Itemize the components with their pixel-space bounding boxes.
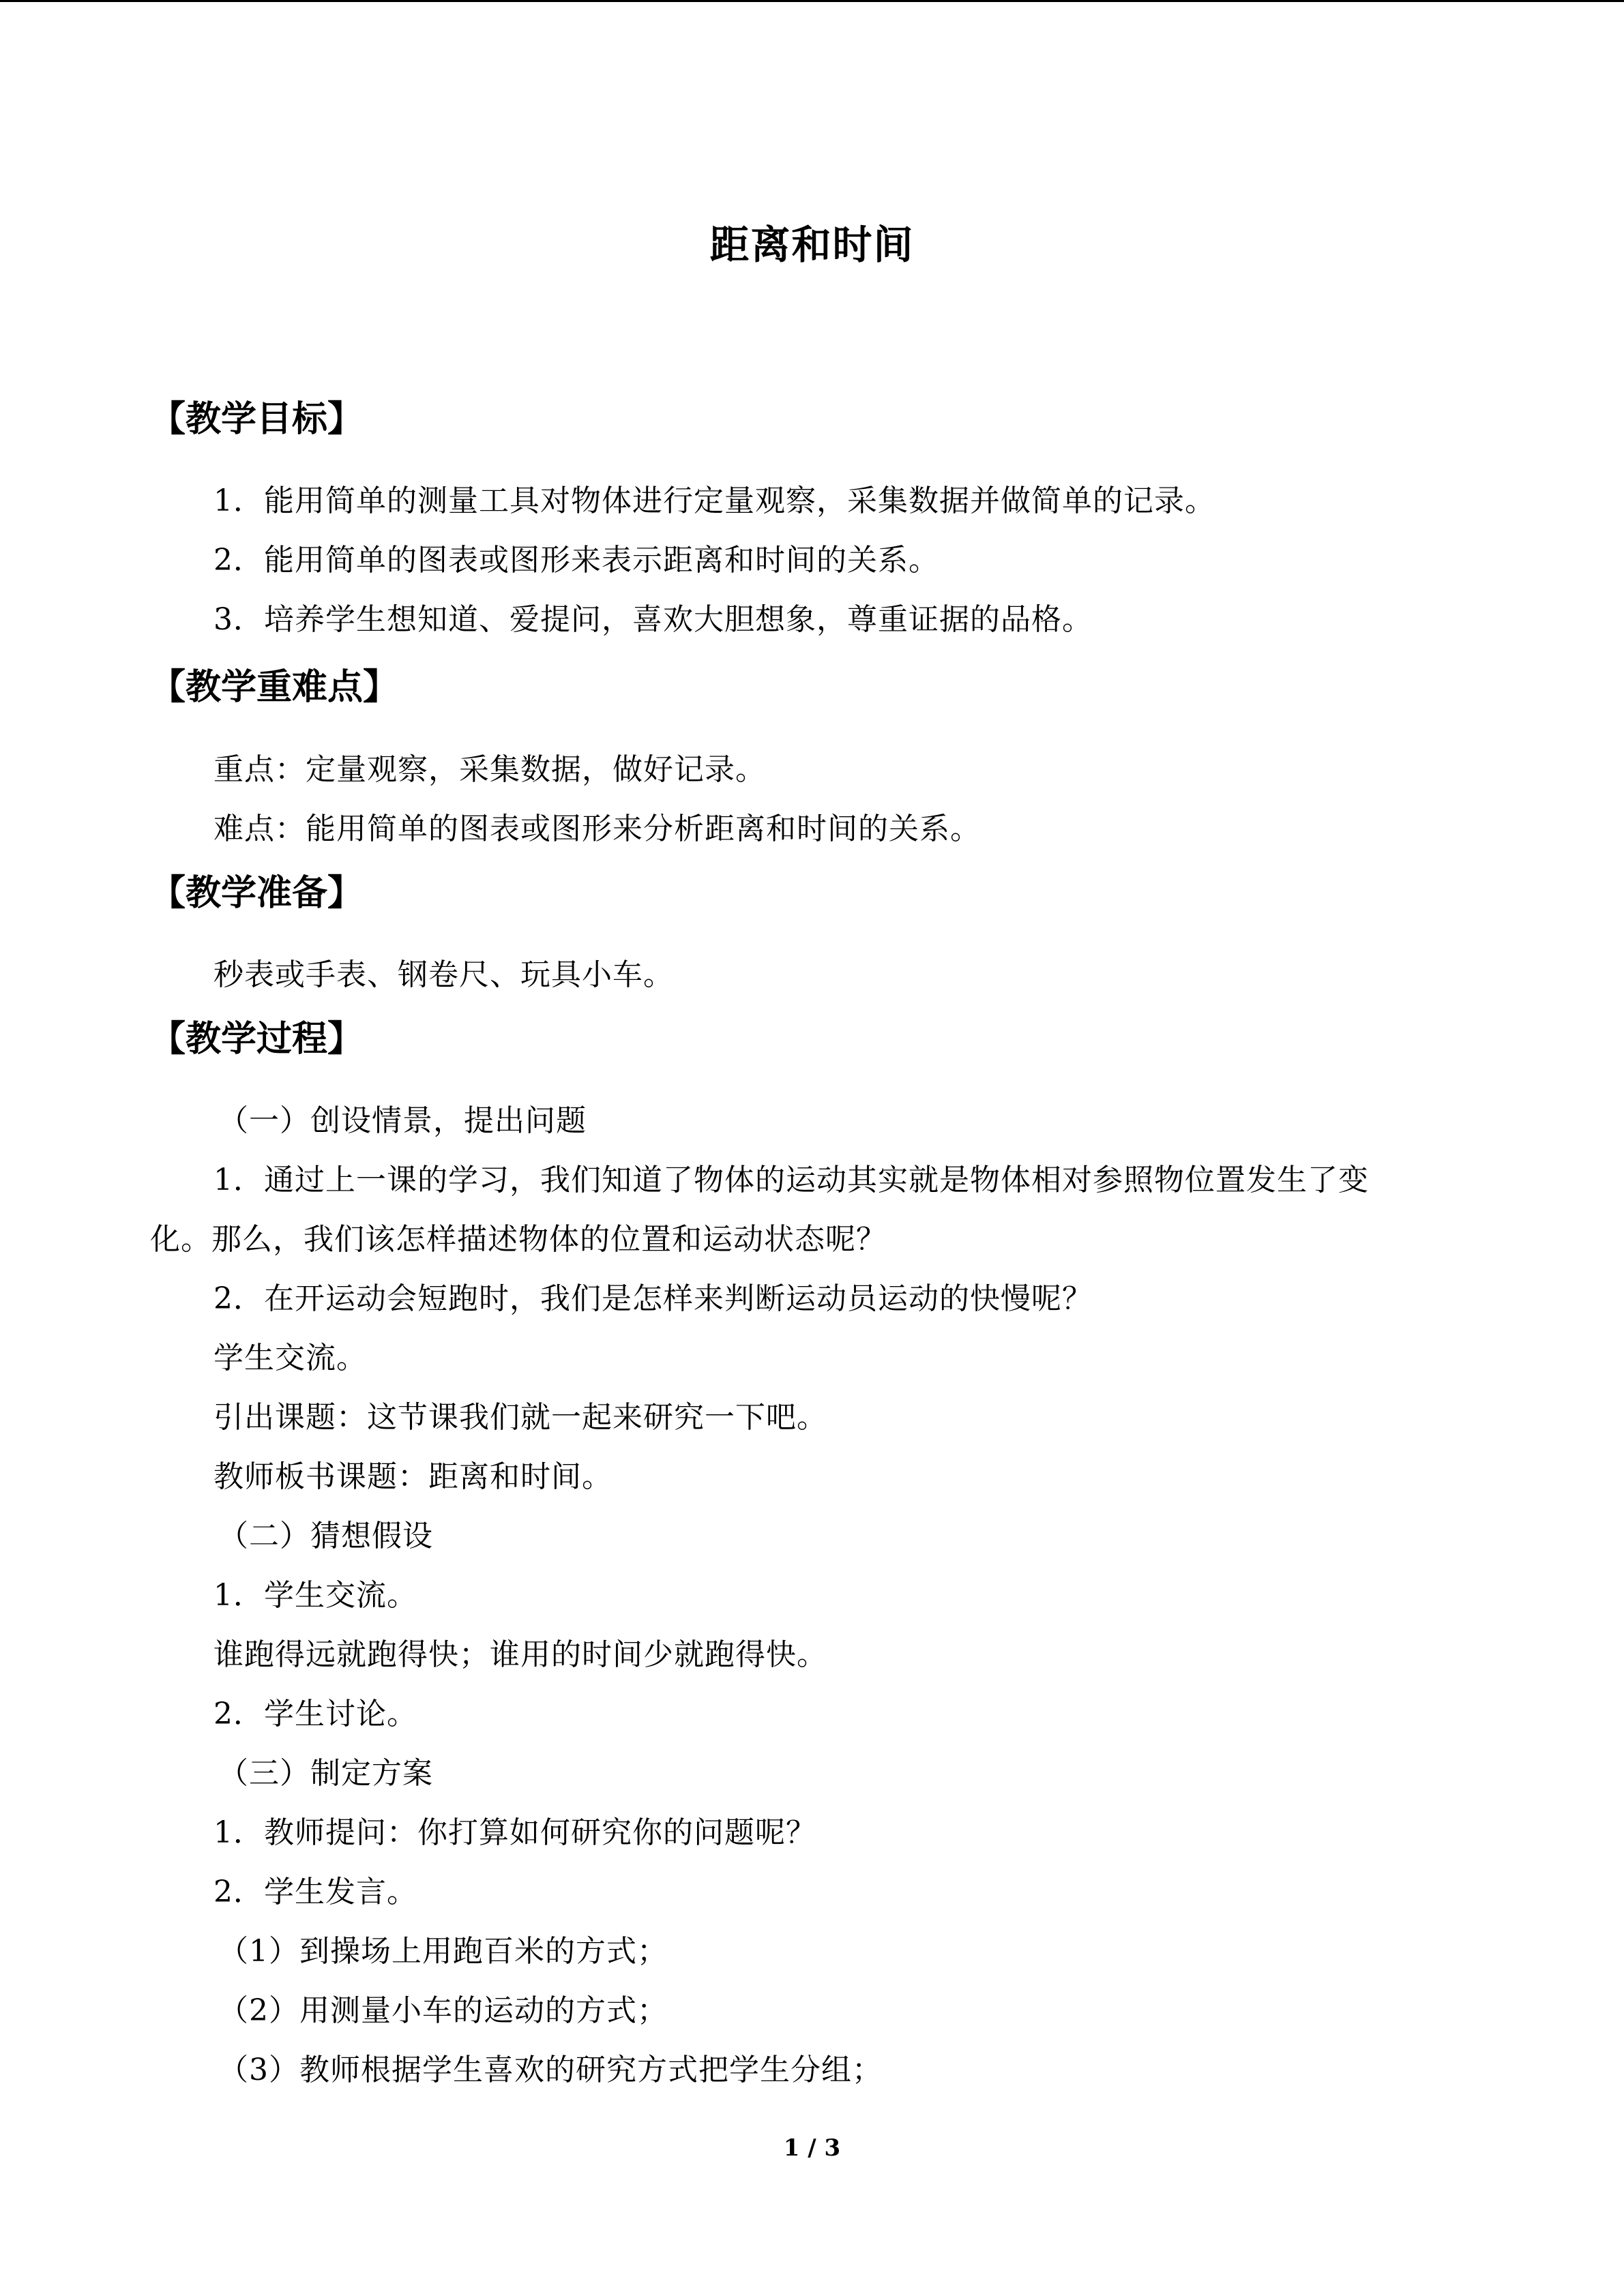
process-line: （2）用测量小车的运动的方式； xyxy=(218,1993,668,2028)
section-heading-preparation: 【教学准备】 xyxy=(150,873,364,914)
process-line: 2．在开运动会短跑时，我们是怎样来判断运动员运动的快慢呢？ xyxy=(213,1281,1093,1316)
key-point-item: 重点：定量观察，采集数据，做好记录。 xyxy=(213,752,766,787)
goal-item: 2．能用简单的图表或图形来表示距离和时间的关系。 xyxy=(213,543,939,578)
process-line: 学生交流。 xyxy=(213,1341,367,1375)
section-heading-process: 【教学过程】 xyxy=(150,1019,364,1060)
process-line: 2．学生讨论。 xyxy=(213,1697,417,1731)
process-line: （3）教师根据学生喜欢的研究方式把学生分组； xyxy=(218,2053,883,2087)
process-subheading: （三）制定方案 xyxy=(218,1756,433,1791)
page-number: 1 / 3 xyxy=(783,2134,841,2162)
process-line: 化。那么，我们该怎样描述物体的位置和运动状态呢？ xyxy=(150,1222,887,1257)
process-line: 1．通过上一课的学习，我们知道了物体的运动其实就是物体相对参照物位置发生了变 xyxy=(213,1163,1369,1197)
page-top-border xyxy=(0,0,1624,2)
document-title: 距离和时间 xyxy=(709,222,915,268)
process-line: 2．学生发言。 xyxy=(213,1875,417,1909)
preparation-item: 秒表或手表、钢卷尺、玩具小车。 xyxy=(213,957,674,992)
process-line: 教师板书课题：距离和时间。 xyxy=(213,1459,612,1494)
process-line: 引出课题：这节课我们就一起来研究一下吧。 xyxy=(213,1400,827,1435)
process-line: 1．学生交流。 xyxy=(213,1578,417,1613)
goal-item: 1．能用简单的测量工具对物体进行定量观察，采集数据并做简单的记录。 xyxy=(213,483,1215,518)
process-line: 1．教师提问：你打算如何研究你的问题呢？ xyxy=(213,1815,816,1850)
section-heading-key-points: 【教学重难点】 xyxy=(150,667,399,708)
key-point-item: 难点：能用简单的图表或图形来分析距离和时间的关系。 xyxy=(213,811,981,846)
process-line: （1）到操场上用跑百米的方式； xyxy=(218,1934,668,1969)
goal-item: 3．培养学生想知道、爱提问，喜欢大胆想象，尊重证据的品格。 xyxy=(213,602,1093,637)
process-line: 谁跑得远就跑得快；谁用的时间少就跑得快。 xyxy=(213,1637,827,1672)
section-heading-goals: 【教学目标】 xyxy=(150,399,364,440)
process-subheading: （一）创设情景，提出问题 xyxy=(218,1103,587,1138)
process-subheading: （二）猜想假设 xyxy=(218,1519,433,1553)
